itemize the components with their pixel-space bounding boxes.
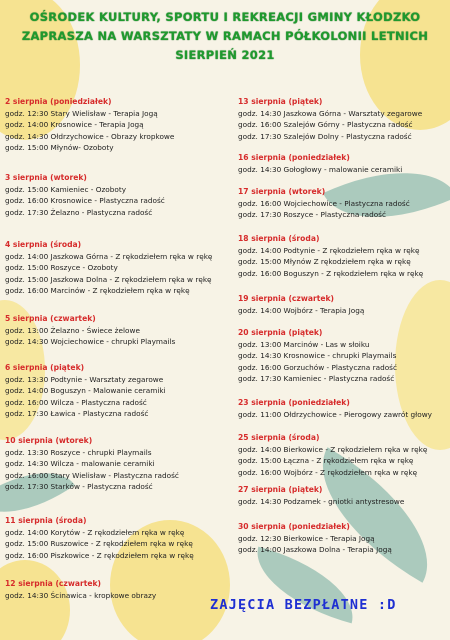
poster-header xyxy=(0,8,450,65)
day-heading: 10 sierpnia (wtorek) xyxy=(5,436,93,445)
schedule-row: godz. 15:00 Roszyce - Ozoboty xyxy=(5,263,118,273)
schedule-row: godz. 14:00 Boguszyn - Malowanie ceramiki xyxy=(5,386,166,396)
schedule-row: godz. 14:30 Wilcza - malowanie ceramiki xyxy=(5,459,155,469)
schedule-row: godz. 16:00 Wilcza - Plastyczna radość xyxy=(5,397,147,407)
schedule-row: godz. 17:30 Kamieniec - Plastyczna radość xyxy=(238,373,395,383)
day-heading: 3 sierpnia (wtorek) xyxy=(5,173,87,182)
schedule-row: godz. 16:00 Wojbórz - Z rękodziełem ręka w rękę xyxy=(238,467,418,477)
day-heading: 17 sierpnia (wtorek) xyxy=(238,187,326,196)
schedule-row: godz. 13:30 Podtynie - Warsztaty zegarowe xyxy=(5,375,164,384)
schedule-row: godz. 15:00 Młynów- Ozoboty xyxy=(5,142,114,152)
day-heading: 11 sierpnia (środa) xyxy=(5,516,87,525)
day-heading: 2 sierpnia (poniedziałek) xyxy=(5,97,112,106)
day-group xyxy=(5,313,175,348)
schedule-row: godz. 15:00 Ruszowice - Z rękodziełem ręka w rękę xyxy=(5,539,193,549)
day-group xyxy=(238,293,364,316)
schedule-row: godz. 17:30 Szalejów Dolny - Plastyczna radość xyxy=(238,131,412,141)
day-group xyxy=(5,515,194,561)
schedule-row: godz. 14:30 Gołogłowy - malowanie ceramiki xyxy=(238,165,403,174)
day-heading: 25 sierpnia (środa) xyxy=(238,433,320,442)
day-group xyxy=(238,152,402,175)
schedule-row: godz. 13:00 Żelazno - Świece żelowe xyxy=(5,326,140,335)
schedule-row: godz. 17:30 Starków - Plastyczna radość xyxy=(5,481,153,491)
day-group xyxy=(5,239,212,296)
day-group xyxy=(238,484,404,507)
day-group xyxy=(238,96,422,142)
day-heading: 4 sierpnia (środa) xyxy=(5,240,82,249)
day-heading: 27 sierpnia (piątek) xyxy=(238,485,323,494)
schedule-row: godz. 17:30 Żelazno - Plastyczna radość xyxy=(5,207,153,217)
free-classes-note: ZAJĘCIA BEZPŁATNE :D xyxy=(210,597,397,613)
schedule-row: godz. 16:00 Stary Wielisław - Plastyczna radość xyxy=(5,470,179,480)
schedule-row: godz. 14:30 Jaszkowa Górna - Warsztaty zegarowe xyxy=(238,109,423,118)
day-group xyxy=(238,233,423,279)
day-group xyxy=(5,362,166,419)
day-heading: 20 sierpnia (piątek) xyxy=(238,328,323,337)
schedule-row: godz. 13:30 Roszyce - chrupki Playmails xyxy=(5,448,152,457)
schedule-row: godz. 16:00 Boguszyn - Z rękodziełem ręka w rękę xyxy=(238,268,424,278)
day-group xyxy=(238,521,392,556)
header-subtitle: ZAPRASZA NA WARSZTATY W RAMACH PÓŁKOLONII LETNICH xyxy=(21,29,429,43)
schedule-row: godz. 14:00 Bierkowice - Z rękodziełem ręka w rękę xyxy=(238,445,428,454)
schedule-row: godz. 11:00 Ołdrzychowice - Pierogowy zawrót głowy xyxy=(238,410,432,419)
schedule-row: godz. 14:00 Podtynie - Z rękodziełem ręka w rękę xyxy=(238,246,420,255)
day-heading: 16 sierpnia (poniedziałek) xyxy=(238,153,350,162)
schedule-row: godz. 12:30 Bierkowice - Terapia Jogą xyxy=(238,534,375,543)
schedule-row: godz. 15:00 Jaszkowa Dolna - Z rękodziełem ręka w rękę xyxy=(5,274,212,284)
schedule-row: godz. 14:00 Jaszkowa Górna - Z rękodziełem ręka w rękę xyxy=(5,252,213,261)
day-group xyxy=(5,578,156,601)
schedule-row: godz. 15:00 Młynów Z rękodziełem ręka w rękę xyxy=(238,257,411,267)
schedule-row: godz. 16:00 Piszkowice - Z rękodziełem ręka w rękę xyxy=(5,550,194,560)
header-organizer: OŚRODEK KULTURY, SPORTU I REKREACJI GMINY KŁODZKO xyxy=(29,10,421,24)
day-heading: 5 sierpnia (czwartek) xyxy=(5,314,96,323)
schedule-row: godz. 17:30 Roszyce - Plastyczna radość xyxy=(238,210,386,220)
day-heading: 30 sierpnia (poniedziałek) xyxy=(238,522,350,531)
schedule-row: godz. 14:30 Wojciechowice - chrupki Playmails xyxy=(5,337,176,347)
schedule-row: godz. 16:00 Krosnowice - Plastyczna radość xyxy=(5,196,165,206)
schedule-row: godz. 16:00 Gorzuchów - Plastyczna radość xyxy=(238,362,397,372)
day-heading: 12 sierpnia (czwartek) xyxy=(5,579,102,588)
day-group xyxy=(5,172,165,218)
day-heading: 6 sierpnia (piątek) xyxy=(5,363,85,372)
day-group xyxy=(238,432,427,478)
day-group xyxy=(238,397,432,420)
schedule-row: godz. 14:00 Krosnowice - Terapia Jogą xyxy=(5,120,144,130)
day-group xyxy=(238,186,410,221)
schedule-row: godz. 14:00 Jaszkowa Dolna - Terapia Jogą xyxy=(238,545,392,555)
schedule-row: godz. 16:00 Marcinów - Z rękodziełem ręka w rękę xyxy=(5,285,190,295)
header-month: SIERPIEŃ 2021 xyxy=(175,48,275,62)
day-heading: 18 sierpnia (środa) xyxy=(238,234,320,243)
schedule-row: godz. 14:30 Ścinawica - kropkowe obrazy xyxy=(5,591,157,600)
schedule-row: godz. 14:00 Korytów - Z rękodziełem ręka w rękę xyxy=(5,528,185,537)
schedule-row: godz. 13:00 Marcinów - Las w słoiku xyxy=(238,340,370,349)
schedule-row: godz. 15:00 Kamieniec - Ozoboty xyxy=(5,185,127,194)
schedule-row: godz. 14:30 Ołdrzychowice - Obrazy kropkowe xyxy=(5,131,175,141)
day-group xyxy=(5,435,179,492)
schedule-row: godz. 14:30 Podzamek - gniotki antystresowe xyxy=(238,497,405,506)
schedule-row: godz. 14:30 Krosnowice - chrupki Playmails xyxy=(238,351,397,361)
day-heading: 13 sierpnia (piątek) xyxy=(238,97,323,106)
schedule-row: godz. 17:30 Ławica - Plastyczna radość xyxy=(5,408,149,418)
day-group xyxy=(5,96,174,153)
schedule-row: godz. 12:30 Stary Wielisław - Terapia Jogą xyxy=(5,109,158,118)
schedule-row: godz. 15:00 Łączna - Z rękodziełem ręka w rękę xyxy=(238,456,414,466)
schedule-row: godz. 14:00 Wojbórz - Terapia Jogą xyxy=(238,306,365,315)
day-group xyxy=(238,327,397,384)
schedule-row: godz. 16:00 Wojciechowice - Plastyczna radość xyxy=(238,199,410,208)
pineapple-decoration xyxy=(395,280,450,450)
schedule-row: godz. 16:00 Szalejów Górny - Plastyczna radość xyxy=(238,120,413,130)
day-heading: 19 sierpnia (czwartek) xyxy=(238,294,335,303)
day-heading: 23 sierpnia (poniedziałek) xyxy=(238,398,350,407)
